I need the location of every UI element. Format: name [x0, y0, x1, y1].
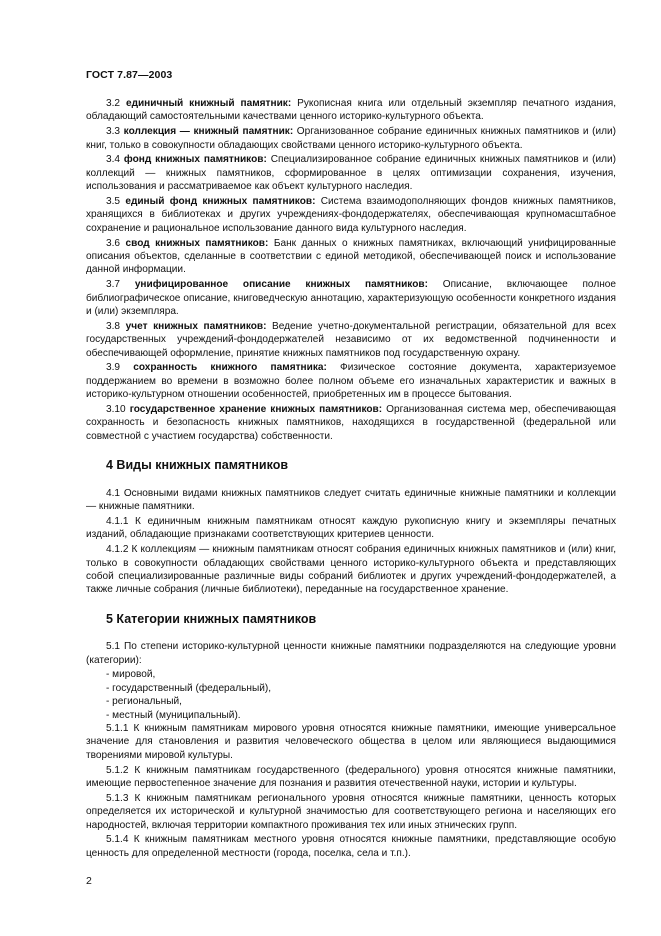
- definition-number: 3.2: [106, 98, 121, 109]
- definition-text: Ведение учетно-документальной регистрации, обязательной для всех государственных учреждений-фондодержателей независимо от их ведомственной подчиненности и обеспечивающей оформление, принятие книжных памятников под государственную охрану.: [86, 320, 616, 359]
- definition-3-4: [86, 153, 616, 193]
- section-4-heading: 4 Виды книжных памятников: [106, 458, 289, 473]
- section-4-body: [86, 487, 616, 597]
- paragraph: 5.1.3 К книжным памятникам регионального уровня относятся книжные памятники, ценность которых определяется их исторической и культурной значимостью для соответствующего региона и населяющих его народностей, включая территории компактного проживания тех или иных этнических групп.: [86, 792, 616, 831]
- definition-3-10: [86, 403, 616, 443]
- standard-header: ГОСТ 7.87—2003: [86, 69, 173, 81]
- definition-text: Организованная система мер, обеспечивающая сохранность и безопасность книжных памятников, находящихся в государственной (федеральной или совместной с участием государства) собственности.: [86, 404, 617, 442]
- section-5-heading: 5 Категории книжных памятников: [106, 611, 317, 626]
- definition-term: учет книжных памятников:: [125, 320, 267, 332]
- list-item: - государственный (федеральный),: [106, 682, 272, 694]
- definition-3-6: [86, 237, 616, 277]
- definition-text: Рукописная книга или отдельный экземпляр печатного издания, обладающий самостоятельными качествами ценного историко-культурного объекта.: [86, 98, 617, 123]
- definition-text: Описание, включающее полное библиографическое описание, книговедческую аннотацию, характеризующую особенности конкретного издания и (или) экземпляра.: [86, 279, 617, 318]
- section-5-body: [86, 640, 616, 860]
- definition-text: Физическое состояние документа, характеризуемое поддержанием во времени в возможно более полном объеме его изначальных характеристик и важных в историко-культурном отношении особенностей, приобретенных им в процессе бытования.: [86, 362, 616, 401]
- definition-text: Банк данных о книжных памятниках, включающий унифицированные описания объектов, сделанные в соответствии с единой методикой, обеспечивающей поиск и использование данной информации.: [86, 237, 616, 276]
- definition-text: Специализированное собрание единичных книжных памятников и (или) коллекций — книжных памятников, сформированное в целях оптимизации сохранения, изучения, использования и рассматриваемое как объект культурного наследия.: [86, 154, 617, 193]
- definition-3-5: [86, 195, 616, 235]
- definition-3-8: [86, 320, 616, 360]
- definition-number: 3.5: [106, 196, 121, 208]
- definition-number: 3.8: [106, 320, 121, 332]
- paragraph: 5.1.1 К книжным памятникам мирового уровня относятся книжные памятники, имеющие универсальное значение для становления и развития человеческого общества в целом или являющиеся выдающимися творениями мировой культуры.: [86, 722, 616, 761]
- definitions-list: [86, 97, 616, 443]
- paragraph: 4.1 Основными видами книжных памятников следует считать единичные книжные памятники и коллекции — книжные памятники.: [86, 487, 616, 513]
- definition-term: свод книжных памятников:: [125, 237, 269, 249]
- list-item: - региональный,: [106, 696, 182, 708]
- paragraph: 5.1.4 К книжным памятникам местного уровня относятся книжные памятники, представляющие особую ценность для определенной местности (города, поселка, села и т.п.).: [86, 834, 616, 859]
- definition-text: Система взаимодополняющих фондов книжных памятников, хранящихся в библиотеках и других учреждениях-фондодержателях, обеспечивающая крупномасштабное сохранение и рациональное использование данного вида культурного наследия.: [86, 196, 616, 234]
- definition-number: 3.10: [106, 404, 126, 416]
- definition-term: унифицированное описание книжных памятников:: [134, 279, 428, 291]
- paragraph: 4.1.2 К коллекциям — книжным памятникам относят собрания единичных книжных памятников и (или) книг, только в совокупности обладающих свойствами ценного историко-культурного объекта и представляющих собой специализированные различные виды собраний библиотек и других учреждений-фондодержателей, а также личные собрания (личные библиотеки), переданные на государственное хранение.: [86, 544, 616, 596]
- definition-term: государственное хранение книжных памятников:: [129, 404, 383, 416]
- definition-number: 3.7: [106, 279, 121, 291]
- definition-number: 3.6: [106, 237, 121, 249]
- definition-3-3: [86, 125, 616, 152]
- definition-term: единый фонд книжных памятников:: [125, 196, 316, 208]
- list-item: - мировой,: [106, 669, 156, 681]
- definition-3-7: [86, 278, 616, 318]
- paragraph: 5.1 По степени историко-культурной ценности книжные памятники подразделяются на следующие уровни (категории):: [86, 641, 616, 666]
- definition-3-2: [86, 97, 616, 124]
- definition-3-9: [86, 361, 616, 401]
- definition-number: 3.9: [106, 362, 121, 374]
- list-item: - местный (муниципальный).: [106, 709, 241, 721]
- definition-text: Организованное собрание единичных книжных памятников и (или) книг, только в совокупности обладающих свойствами ценного историко-культурного объекта.: [86, 126, 617, 151]
- paragraph: 4.1.1 К единичным книжным памятникам относят каждую рукописную книгу и экземпляры печатных изданий, обладающие признаками соответствующих критериев ценности.: [86, 515, 616, 541]
- page-number: 2: [86, 875, 92, 887]
- definition-term: единичный книжный памятник:: [125, 98, 292, 109]
- definition-term: сохранность книжного памятника:: [133, 362, 327, 374]
- paragraph: 5.1.2 К книжным памятникам государственного (федерального) уровня относятся книжные памятники, имеющие первостепенное значение для познания и развития отечественной науки, истории и культуры.: [86, 764, 616, 789]
- document-body: [86, 97, 616, 862]
- definition-term: фонд книжных памятников:: [123, 154, 267, 166]
- definition-number: 3.3: [106, 126, 121, 138]
- definition-number: 3.4: [106, 154, 121, 166]
- definition-term: коллекция — книжный памятник:: [123, 126, 294, 138]
